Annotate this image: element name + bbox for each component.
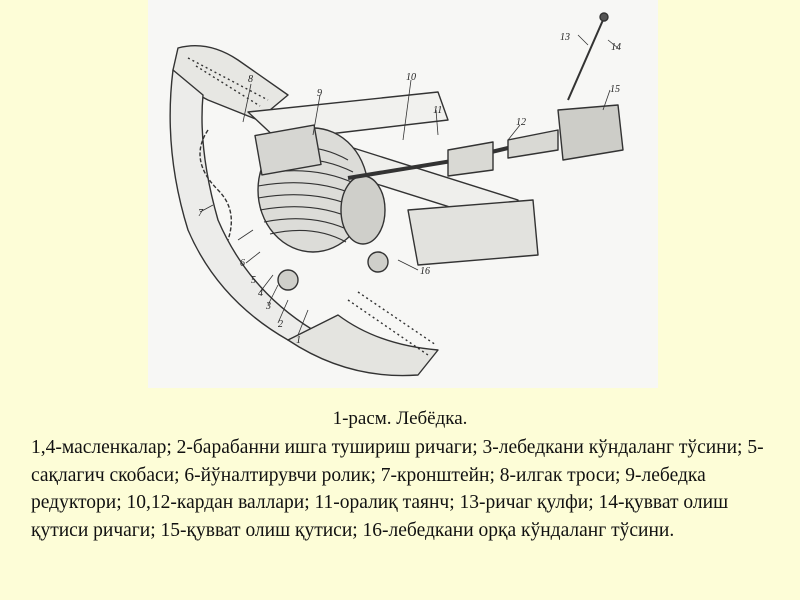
- callout-4: 4: [258, 288, 263, 299]
- callout-14: 14: [611, 42, 621, 53]
- callout-12: 12: [516, 117, 526, 128]
- callout-15: 15: [610, 84, 620, 95]
- callout-6: 6: [240, 258, 245, 269]
- callout-7: 7: [198, 208, 203, 219]
- callout-11: 11: [433, 105, 443, 116]
- winch-drawing: [148, 0, 658, 388]
- figure-caption: 1-расм. Лебёдка.: [332, 408, 468, 429]
- callout-2: 2: [278, 319, 283, 330]
- callout-5: 5: [251, 275, 256, 286]
- callout-13: 13: [560, 32, 570, 43]
- callout-16: 16: [420, 266, 430, 277]
- pto-lever: [568, 20, 603, 100]
- figure-legend: 1,4-масленкалар; 2-барабанни ишга тушириш ричаги; 3-лебедкани кўндаланг тўсини; 5-сақлагич скобаси; 6-йўналтирувчи ролик; 7-кронштейн; 8-илгак троси; 9-лебедка редуктори; 10,12-кардан валлари; 11-оралиқ таянч; 13-ричаг қулфи; 14-қувват олиш қутиси ричаги; 15-қувват олиш қутиси; 16-лебедкани орқа кўндаланг тўсини.: [31, 437, 764, 541]
- callout-3: 3: [266, 301, 271, 312]
- callout-1: 1: [296, 335, 301, 346]
- rear-crossbeam: [408, 200, 538, 265]
- callout-10: 10: [406, 72, 416, 83]
- winch-illustration: [148, 0, 658, 388]
- callout-9: 9: [317, 88, 322, 99]
- pto-box: [558, 105, 623, 160]
- lower-bumper: [288, 315, 438, 376]
- callout-8: 8: [248, 74, 253, 85]
